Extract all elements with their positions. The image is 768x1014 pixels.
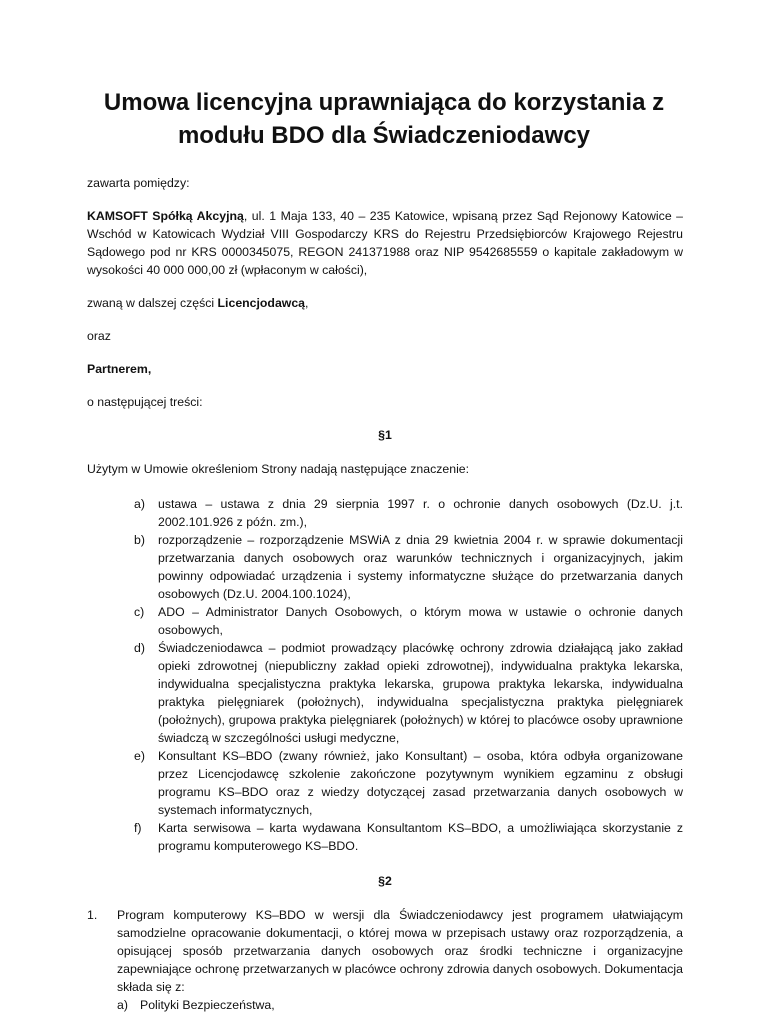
list-item-text: Świadczeniodawca – podmiot prowadzący placówkę ochrony zdrowia działającą jako zakład opieki zdrowotnej (niepubliczny zakład opieki zdrowotnej), indywidualna praktyka lekarska, indywidualna specjalistyczna praktyka lekarska, grupowa praktyka lekarska, indywidualna praktyka pielęgniarek (położnych), indywidualna specjalistyczna praktyka pielęgniarek (położnych), grupowa praktyka pielęgniarek (położnych) w której to placówce osoby uprawnione świadczą w szczególności usługi medyczne, xyxy=(158,641,683,745)
called-suffix: , xyxy=(305,296,309,310)
partner-text xyxy=(87,360,683,378)
party1-name: KAMSOFT Spółką Akcyjną xyxy=(87,209,244,223)
list-item-label: e) xyxy=(134,749,145,763)
section-2-sublist xyxy=(117,996,683,1014)
intro-text: zawarta pomiędzy: xyxy=(87,176,190,190)
section-1-heading: §1 xyxy=(378,428,392,442)
list-item-text: Konsultant KS–BDO (zwany również, jako Konsultant) – osoba, która odbyła organizowane przez Licencjodawcę szkolenie zakończone pozytywnym wynikiem egzaminu z obsługi programu KS–BDO oraz z wiedzy dotyczącej zasad przetwarzania danych osobowych w systemach informatycznych, xyxy=(158,749,683,817)
document-body xyxy=(87,174,683,1014)
list-item-text: Polityki Bezpieczeństwa, xyxy=(140,998,275,1012)
list-item-label: b) xyxy=(134,533,145,547)
list-item-label: d) xyxy=(134,641,145,655)
and-text: oraz xyxy=(87,329,111,343)
list-item-label: c) xyxy=(134,605,145,619)
list-item-text: Karta serwisowa – karta wydawana Konsultantom KS–BDO, a umożliwiająca skorzystanie z programu komputerowego KS–BDO. xyxy=(158,821,683,853)
list-item xyxy=(134,639,683,747)
partner-name: Partnerem, xyxy=(87,362,152,376)
list-item-text: ADO – Administrator Danych Osobowych, o którym mowa w ustawie o ochronie danych osobowych, xyxy=(158,605,683,637)
list-item-label: f) xyxy=(134,821,142,835)
party1-paragraph xyxy=(87,207,683,279)
list-item xyxy=(134,531,683,603)
list-item xyxy=(134,819,683,855)
document-title: Umowa licencyjna uprawniająca do korzystania z modułu BDO dla Świadczeniodawcy xyxy=(103,89,665,149)
list-item-label: a) xyxy=(117,998,128,1012)
content-intro-text: o następującej treści: xyxy=(87,395,203,409)
list-item xyxy=(134,495,683,531)
called-paragraph xyxy=(87,294,683,312)
list-item xyxy=(87,906,683,1014)
section-2-heading: §2 xyxy=(378,874,392,888)
list-item-text: rozporządzenie – rozporządzenie MSWiA z dnia 29 kwietnia 2004 r. w sprawie dokumentacji przetwarzania danych osobowych oraz warunków technicznych i organizacyjnych, jakim powinny odpowiadać urządzenia i systemy informatyczne służące do przetwarzania danych osobowych (Dz.U. 2004.100.1024), xyxy=(158,533,683,601)
list-item-label: a) xyxy=(134,497,145,511)
definitions-list xyxy=(87,495,683,855)
list-item-text: ustawa – ustawa z dnia 29 sierpnia 1997 r. o ochronie danych osobowych (Dz.U. j.t. 2002.101.926 z późn. zm.), xyxy=(158,497,683,529)
list-item-label: 1. xyxy=(87,908,98,922)
party1-details: , ul. 1 Maja 133, 40 – 235 Katowice, wpisaną przez Sąd Rejonowy Katowice – Wschód w Katowicach Wydział VIII Gospodarczy KRS do Rejestru Przedsiębiorców Krajowego Rejestru Sądowego pod nr KRS 0000345075, REGON 241371988 oraz NIP 9542685559 o kapitale zakładowym w wysokości 40 000 000,00 zł (wpłaconym w całości), xyxy=(87,209,684,277)
list-item xyxy=(134,603,683,639)
called-prefix: zwaną w dalszej części xyxy=(87,296,218,310)
list-item-text: Program komputerowy KS–BDO w wersji dla Świadczeniodawcy jest programem ułatwiającym samodzielne opracowanie dokumentacji, o której mowa w przepisach ustawy oraz rozporządzenia, a opisującej sposób przetwarzania danych osobowych oraz środki techniczne i organizacyjne zapewniające ochronę przetwarzanych w placówce ochrony zdrowia danych osobowych. Dokumentacja składa się z: xyxy=(117,908,683,994)
list-item xyxy=(117,996,683,1014)
section-1-lead: Użytym w Umowie określeniom Strony nadają następujące znaczenie: xyxy=(87,462,470,476)
section-2-list xyxy=(87,906,683,1014)
called-name: Licencjodawcą xyxy=(217,296,306,310)
list-item xyxy=(134,747,683,819)
